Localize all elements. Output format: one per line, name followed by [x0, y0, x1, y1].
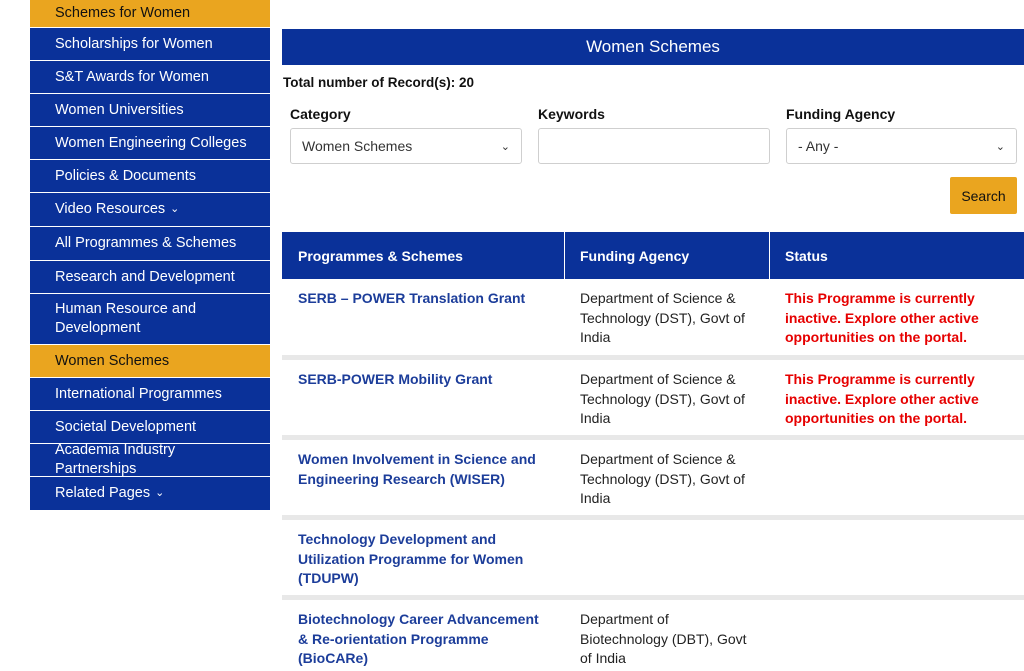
programme-link[interactable]: Technology Development and Utilization Programme for Women (TDUPW)	[298, 531, 524, 586]
chevron-down-icon: ⌄	[500, 140, 510, 153]
chevron-down-icon: ⌄	[995, 140, 1005, 153]
search-button[interactable]: Search	[950, 177, 1017, 214]
sidebar-item-societal-development[interactable]	[30, 411, 270, 444]
sidebar-item-label: Societal Development	[55, 418, 197, 435]
sidebar-item-all-programmes-schemes[interactable]	[30, 227, 270, 261]
table-row	[282, 440, 1024, 520]
sidebar-item-label: Academia Industry Partnerships	[55, 442, 176, 477]
sidebar-item-women-engineering-colleges[interactable]	[30, 127, 270, 160]
status-cell: This Programme is currently inactive. Explore other active opportunities on the portal.	[785, 290, 979, 345]
sidebar-item-women-universities[interactable]	[30, 94, 270, 127]
sidebar-item-research-and-development[interactable]	[30, 261, 270, 294]
column-header-funding-agency: Funding Agency	[565, 232, 770, 279]
programme-link[interactable]: Women Involvement in Science and Engineering Research (WISER)	[298, 451, 536, 487]
sidebar-item-st-awards-for-women[interactable]	[30, 61, 270, 94]
funding-agency-select[interactable]	[786, 128, 1017, 164]
sidebar	[30, 0, 270, 511]
category-select[interactable]	[290, 128, 522, 164]
sidebar-item-international-programmes[interactable]	[30, 378, 270, 411]
funding-agency-selected-value: - Any -	[798, 138, 839, 154]
sidebar-item-schemes-for-women[interactable]	[30, 0, 270, 28]
sidebar-item-women-schemes[interactable]	[30, 345, 270, 378]
sidebar-item-video-resources[interactable]	[30, 193, 270, 227]
sidebar-item-policies-documents[interactable]	[30, 160, 270, 193]
funding-agency-cell: Department of Science & Technology (DST), Govt of India	[580, 371, 745, 426]
keywords-input[interactable]	[538, 128, 770, 164]
chevron-down-icon: ⌄	[170, 203, 180, 215]
sidebar-item-label: Schemes for Women	[55, 5, 191, 21]
sidebar-item-human-resource-and-development[interactable]	[30, 294, 270, 345]
sidebar-item-label: All Programmes & Schemes	[55, 235, 237, 251]
sidebar-item-label: Women Engineering Colleges	[55, 134, 247, 151]
programme-link[interactable]: Biotechnology Career Advancement & Re-orientation Programme (BioCARe)	[298, 611, 539, 666]
sidebar-item-label: S&T Awards for Women	[55, 68, 209, 85]
column-header-programmes: Programmes & Schemes	[282, 232, 565, 279]
funding-agency-label: Funding Agency	[786, 106, 896, 122]
programme-link[interactable]: SERB – POWER Translation Grant	[298, 290, 526, 306]
status-cell: This Programme is currently inactive. Explore other active opportunities on the portal.	[785, 371, 979, 426]
sidebar-item-label: International Programmes	[55, 385, 222, 402]
sidebar-item-label: Policies & Documents	[55, 167, 197, 184]
funding-agency-cell: Department of Biotechnology (DBT), Govt of India	[580, 611, 747, 666]
table-header	[282, 232, 1024, 279]
sidebar-item-scholarships-for-women[interactable]	[30, 28, 270, 61]
table-row	[282, 520, 1024, 600]
programme-link[interactable]: SERB-POWER Mobility Grant	[298, 371, 493, 387]
category-label: Category	[290, 106, 351, 122]
total-records: Total number of Record(s): 20	[283, 75, 475, 90]
category-selected-value: Women Schemes	[302, 138, 413, 154]
sidebar-item-related-pages[interactable]	[30, 477, 270, 511]
page-title: Women Schemes	[282, 29, 1024, 65]
sidebar-item-label: Scholarships for Women	[55, 35, 213, 52]
sidebar-item-label: Women Schemes	[55, 352, 170, 369]
sidebar-item-label: Research and Development	[55, 268, 235, 285]
chevron-down-icon: ⌄	[155, 487, 165, 499]
sidebar-item-label: Women Universities	[55, 101, 184, 118]
table-row	[282, 600, 1024, 671]
funding-agency-cell: Department of Science & Technology (DST), Govt of India	[580, 451, 745, 506]
sidebar-item-academia-industry-partnerships[interactable]	[30, 444, 270, 477]
funding-agency-cell: Department of Science & Technology (DST), Govt of India	[580, 290, 745, 345]
table-row	[282, 360, 1024, 440]
sidebar-item-label: Related Pages	[55, 485, 151, 501]
column-header-status: Status	[785, 247, 828, 264]
sidebar-item-label: Human Resource and Development	[55, 301, 197, 336]
sidebar-item-label: Video Resources	[55, 201, 166, 217]
keywords-label: Keywords	[538, 106, 605, 122]
table-row	[282, 279, 1024, 360]
